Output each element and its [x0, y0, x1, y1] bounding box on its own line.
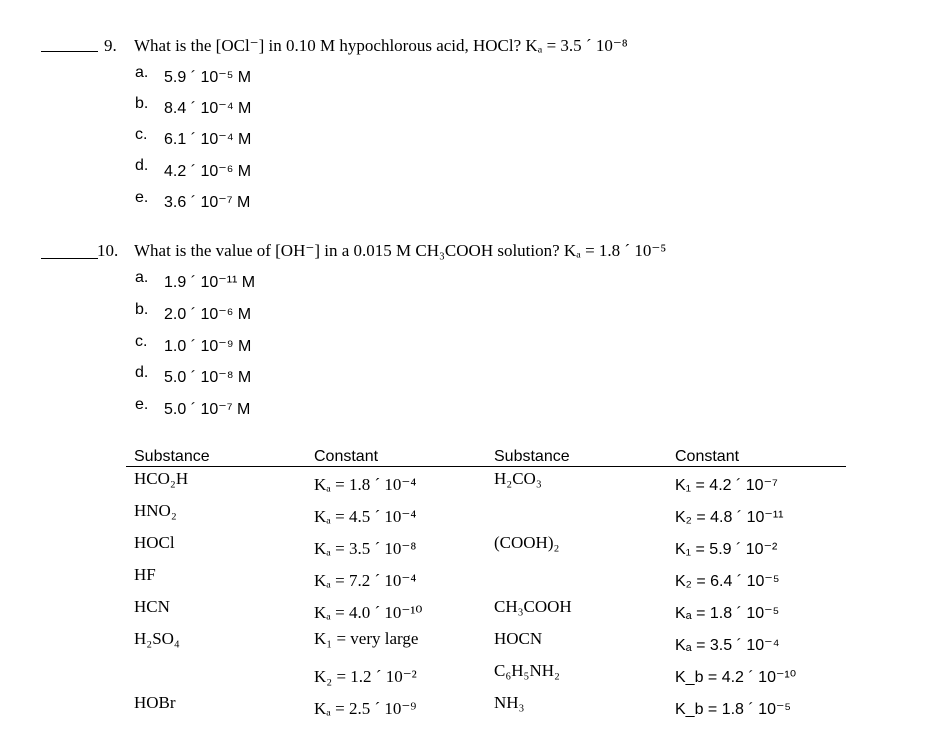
substance: NH₃	[494, 693, 525, 712]
constant: K₂ = 4.8 ´ 10⁻¹¹	[675, 509, 784, 526]
option-letter: d.	[135, 157, 149, 174]
constant: Kₐ = 3.5 ´ 10⁻⁴	[675, 637, 780, 654]
table-header-rule	[126, 466, 846, 467]
option-value: 5.0 ´ 10⁻⁸ M	[164, 369, 252, 386]
constant: Kₐ = 1.8 ´ 10⁻⁵	[675, 605, 780, 622]
option-letter: a.	[135, 64, 149, 81]
table-header: Substance	[134, 448, 210, 465]
option-letter: e.	[135, 396, 149, 413]
substance: HOBr	[134, 693, 176, 712]
option-letter: a.	[135, 269, 149, 286]
option-value: 2.0 ´ 10⁻⁶ M	[164, 306, 252, 323]
constant: K₁ = 5.9 ´ 10⁻²	[675, 541, 778, 558]
option-letter: b.	[135, 301, 149, 318]
question-number: 10.	[97, 241, 119, 260]
substance: HCO₂H	[134, 469, 189, 488]
substance: CH₃COOH	[494, 597, 572, 616]
constant: Kₐ = 1.8 ´ 10⁻⁴	[314, 475, 417, 494]
substance: HNO₂	[134, 501, 177, 520]
substance: HOCN	[494, 629, 543, 648]
option-letter: b.	[135, 95, 149, 112]
constant: Kₐ = 2.5 ´ 10⁻⁹	[314, 699, 417, 718]
substance: HF	[134, 565, 156, 584]
constant: Kₐ = 3.5 ´ 10⁻⁸	[314, 539, 417, 558]
answer-blank	[41, 51, 98, 52]
question-text: What is the [OCl⁻] in 0.10 M hypochlorous acid, HOCl? Kₐ = 3.5 ´ 10⁻⁸	[134, 36, 628, 55]
answer-blank	[41, 258, 98, 259]
constant: Kₐ = 4.5 ´ 10⁻⁴	[314, 507, 417, 526]
option-letter: d.	[135, 364, 149, 381]
option-value: 5.0 ´ 10⁻⁷ M	[164, 401, 251, 418]
option-letter: c.	[135, 126, 148, 143]
constant: Kₐ = 4.0 ´ 10⁻¹⁰	[314, 603, 423, 622]
option-value: 1.0 ´ 10⁻⁹ M	[164, 338, 252, 355]
option-value: 1.9 ´ 10⁻¹¹ M	[164, 274, 256, 291]
substance: H₂CO₃	[494, 469, 542, 488]
option-value: 5.9 ´ 10⁻⁵ M	[164, 69, 252, 86]
substance: (COOH)₂	[494, 533, 560, 552]
option-value: 6.1 ´ 10⁻⁴ M	[164, 131, 252, 148]
constant: K_b = 4.2 ´ 10⁻¹⁰	[675, 669, 797, 686]
constant: K₂ = 6.4 ´ 10⁻⁵	[675, 573, 780, 590]
option-letter: e.	[135, 189, 149, 206]
option-value: 4.2 ´ 10⁻⁶ M	[164, 163, 252, 180]
table-header: Constant	[675, 448, 740, 465]
substance: H₂SO₄	[134, 629, 180, 648]
constant: K₁ = very large	[314, 629, 419, 648]
substance: HCN	[134, 597, 170, 616]
constant: K₂ = 1.2 ´ 10⁻²	[314, 667, 417, 686]
table-header: Substance	[494, 448, 570, 465]
option-letter: c.	[135, 333, 148, 350]
option-value: 8.4 ´ 10⁻⁴ M	[164, 100, 252, 117]
question-text: What is the value of [OH⁻] in a 0.015 M CH₃COOH solution? Kₐ = 1.8 ´ 10⁻⁵	[134, 241, 667, 260]
constant: Kₐ = 7.2 ´ 10⁻⁴	[314, 571, 417, 590]
constant: K_b = 1.8 ´ 10⁻⁵	[675, 701, 792, 718]
constant: K₁ = 4.2 ´ 10⁻⁷	[675, 477, 778, 494]
table-header: Constant	[314, 448, 379, 465]
question-number: 9.	[104, 36, 117, 55]
substance: HOCl	[134, 533, 175, 552]
substance: C₆H₅NH₂	[494, 661, 560, 680]
option-value: 3.6 ´ 10⁻⁷ M	[164, 194, 251, 211]
